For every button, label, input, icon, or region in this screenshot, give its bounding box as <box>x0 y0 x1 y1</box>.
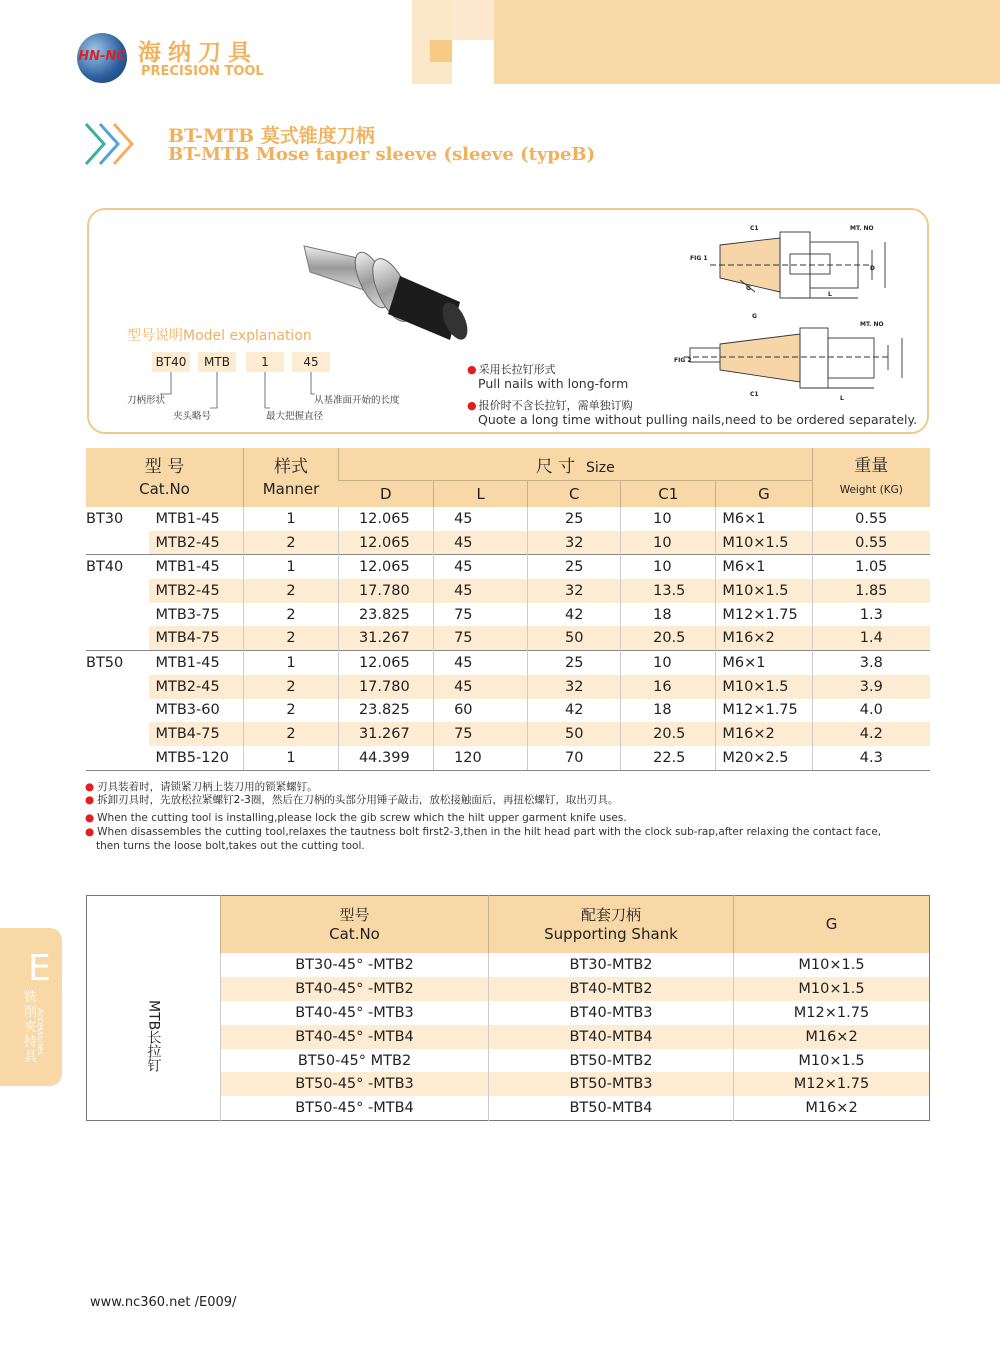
cell-c1: 13.5 <box>621 579 716 603</box>
fig2-c1: C1 <box>750 391 759 398</box>
col-header-cat <box>86 448 244 507</box>
col-header-d: D <box>338 481 433 508</box>
header-band <box>494 0 1000 84</box>
cell-cat: BT40-45° -MTB2 <box>221 977 489 1001</box>
fig1-c1: C1 <box>750 225 759 232</box>
cell-w: 3.8 <box>812 651 930 675</box>
model-label-abbr: 夹头略号 <box>173 411 212 422</box>
cell-manner: 1 <box>244 651 339 675</box>
cell-series <box>86 699 149 723</box>
model-code-type: MTB <box>198 352 236 372</box>
cell-series <box>86 531 149 555</box>
side-header-blank <box>87 896 221 954</box>
header-decor <box>430 40 452 62</box>
brand-name-en: PRECISION TOOL <box>141 64 264 79</box>
cell-d: 31.267 <box>338 722 433 746</box>
col-header-manner-cn: 样式 <box>273 456 308 477</box>
cell-c: 42 <box>528 699 621 723</box>
fig1-label: FIG 1 <box>690 255 708 262</box>
cell-g: M16×2 <box>716 722 812 746</box>
col-header-c: C <box>528 481 621 508</box>
col-header-size-cn: 尺 寸 <box>535 456 576 477</box>
col-header-shank <box>489 896 734 954</box>
col-header-stud-cat <box>221 896 489 954</box>
cell-g: M12×1.75 <box>734 1001 930 1025</box>
col-header-weight-cn: 重量 <box>854 455 889 476</box>
cell-g: M12×1.75 <box>716 699 812 723</box>
bullet-install-en: ● When the cutting tool is installing,please lock the gib screw which the hilt upper garment knife uses. <box>85 812 627 824</box>
pull-stud-side-text: MTB长拉钉 <box>145 1000 162 1073</box>
tool-holder-image <box>300 228 480 348</box>
fig2-mt: MT. NO <box>860 321 884 328</box>
cell-c1: 18 <box>621 699 716 723</box>
cell-g: M10×1.5 <box>716 579 812 603</box>
table-row <box>86 531 930 555</box>
cell-cat: MTB3-75 <box>155 606 220 623</box>
cell-w: 3.9 <box>812 675 930 699</box>
side-tab-cn: 铣削夹持具 <box>24 990 38 1065</box>
cell-series <box>86 626 149 650</box>
cell-l: 45 <box>434 651 528 675</box>
cell-manner: 2 <box>244 531 339 555</box>
cell-l: 45 <box>434 555 528 579</box>
cell-w: 4.0 <box>812 699 930 723</box>
cell-w: 1.4 <box>812 626 930 650</box>
cell-manner: 2 <box>244 699 339 723</box>
cell-g: M6×1 <box>716 651 812 675</box>
cell-l: 75 <box>434 722 528 746</box>
technical-drawing <box>674 220 910 405</box>
cell-c1: 20.5 <box>621 626 716 650</box>
cell-shank: BT30-MTB2 <box>489 953 734 977</box>
fig1-l: L <box>828 291 832 298</box>
col-header-stud-g: G <box>734 896 930 954</box>
fig2-g: G <box>752 313 757 320</box>
table-row <box>86 651 930 675</box>
col-header-shank-cn: 配套刀柄 <box>580 905 641 924</box>
logo-text: HN-NC <box>78 49 126 64</box>
cell-w: 0.55 <box>812 507 930 531</box>
side-tab-en: Accessories <box>36 1008 45 1055</box>
cell-cat: MTB5-120 <box>149 746 243 770</box>
cell-shank: BT40-MTB2 <box>489 977 734 1001</box>
cell-series: BT50 <box>86 651 149 675</box>
fig1-d: D <box>870 265 875 272</box>
cell-c: 70 <box>528 746 621 770</box>
spec-table <box>86 448 930 771</box>
cell-g: M12×1.75 <box>734 1072 930 1096</box>
cell-l: 45 <box>434 579 528 603</box>
cell-g: M10×1.5 <box>716 531 812 555</box>
cell-c: 25 <box>528 651 621 675</box>
cell-l: 45 <box>434 531 528 555</box>
cell-g: M12×1.75 <box>716 603 812 627</box>
col-header-l: L <box>434 481 528 508</box>
cell-l: 45 <box>434 675 528 699</box>
cell-g: M16×2 <box>734 1025 930 1049</box>
cell-c: 32 <box>528 675 621 699</box>
logo-globe-icon <box>77 33 127 83</box>
footer-url: www.nc360.net /E009/ <box>90 1295 237 1310</box>
pull-stud-table <box>86 895 930 1121</box>
cell-d: 44.399 <box>338 746 433 770</box>
col-header-c1: C1 <box>621 481 716 508</box>
fig1-mt: MT. NO <box>850 225 874 232</box>
cell-d: 23.825 <box>338 603 433 627</box>
table-row <box>86 675 930 699</box>
cell-manner: 2 <box>244 722 339 746</box>
fig1-g: G <box>746 285 751 292</box>
table-row <box>86 699 930 723</box>
cell-series <box>86 746 149 770</box>
col-header-size-en: Size <box>585 459 615 476</box>
cell-c: 50 <box>528 626 621 650</box>
page-title-cn: BT-MTB 莫式锥度刀柄 <box>168 125 375 147</box>
cell-w: 0.55 <box>812 531 930 555</box>
table-row <box>87 953 930 977</box>
cell-manner: 2 <box>244 579 339 603</box>
cell-d: 23.825 <box>338 699 433 723</box>
cell-w: 1.05 <box>812 555 930 579</box>
col-header-stud-cat-en: Cat.No <box>329 924 380 943</box>
col-header-weight <box>812 448 930 507</box>
cell-c1: 10 <box>621 651 716 675</box>
cell-l: 75 <box>434 626 528 650</box>
cell-g: M10×1.5 <box>734 1049 930 1073</box>
note-pull-nail-cn: ● 采用长拉钉形式 <box>467 361 556 377</box>
cell-cat: MTB1-45 <box>155 510 220 527</box>
cell-series: BT30 <box>86 510 124 527</box>
model-label-length: 从基准面开始的长度 <box>314 395 400 406</box>
cell-d: 31.267 <box>338 626 433 650</box>
cell-cat: MTB4-75 <box>149 626 243 650</box>
cell-series <box>86 603 149 627</box>
cell-d: 12.065 <box>338 651 433 675</box>
cell-g: M16×2 <box>734 1096 930 1120</box>
model-label-grip: 最大把握直径 <box>266 411 324 422</box>
cell-l: 120 <box>434 746 528 770</box>
cell-manner: 2 <box>244 675 339 699</box>
note-order-cn: ● 报价时不含长拉钉，需单独订购 <box>467 397 633 413</box>
cell-cat: MTB2-45 <box>149 675 243 699</box>
model-code-dia: 1 <box>246 352 284 372</box>
cell-cat: MTB3-60 <box>155 702 220 719</box>
cell-c: 42 <box>528 603 621 627</box>
cell-manner: 2 <box>244 603 339 627</box>
cell-d: 17.780 <box>338 675 433 699</box>
cell-w: 4.3 <box>812 746 930 770</box>
note-order-en: Quote a long time without pulling nails,need to be ordered separately. <box>478 412 918 427</box>
cell-g: M20×2.5 <box>716 746 812 770</box>
cell-c: 32 <box>528 579 621 603</box>
cell-cat: MTB4-75 <box>149 722 243 746</box>
cell-cat: BT40-45° -MTB3 <box>221 1001 489 1025</box>
col-header-weight-en: Weight (KG) <box>839 483 903 496</box>
col-header-shank-en: Supporting Shank <box>544 924 678 943</box>
table-row <box>86 579 930 603</box>
cell-manner: 2 <box>244 626 339 650</box>
cell-manner: 1 <box>244 555 339 579</box>
cell-manner: 1 <box>244 746 339 770</box>
cell-cat: BT30-45° -MTB2 <box>221 953 489 977</box>
cell-cat: MTB2-45 <box>149 579 243 603</box>
cell-cat: BT40-45° -MTB4 <box>221 1025 489 1049</box>
table-row <box>86 603 930 627</box>
cell-l: 75 <box>434 603 528 627</box>
cell-c1: 16 <box>621 675 716 699</box>
brand-name-cn: 海纳刀具 <box>138 40 258 66</box>
cell-manner: 1 <box>244 507 339 531</box>
col-header-size <box>338 448 812 481</box>
table-row <box>86 746 930 770</box>
cell-g: M16×2 <box>716 626 812 650</box>
bullet-remove-en: ● When disassembles the cutting tool,relaxes the tautness bolt first2-3,then in the hilt head part with the clock sub-rap,after relaxing the contact face, <box>85 826 881 838</box>
cell-cat: MTB1-45 <box>149 651 243 675</box>
table-row <box>86 722 930 746</box>
cell-d: 12.065 <box>338 531 433 555</box>
bullet-install-cn: ● 刃具装着时，请锁紧刀柄上装刀用的锁紧螺钉。 <box>85 779 318 794</box>
cell-c: 50 <box>528 722 621 746</box>
pull-stud-side-label <box>87 953 221 1121</box>
cell-d: 12.065 <box>338 555 433 579</box>
note-pull-nail-en: Pull nails with long-form <box>478 376 629 391</box>
cell-cat: BT50-45° -MTB4 <box>221 1096 489 1120</box>
cell-cat: MTB2-45 <box>149 531 243 555</box>
cell-cat: BT50-45° -MTB3 <box>221 1072 489 1096</box>
cell-shank: BT50-MTB3 <box>489 1072 734 1096</box>
side-tab-letter: E <box>28 948 51 989</box>
cell-g: M10×1.5 <box>734 977 930 1001</box>
col-header-manner <box>244 448 339 507</box>
cell-shank: BT50-MTB2 <box>489 1049 734 1073</box>
cell-w: 4.2 <box>812 722 930 746</box>
cell-series <box>86 675 149 699</box>
cell-series <box>86 579 149 603</box>
cell-d: 12.065 <box>338 507 433 531</box>
col-header-cat-en: Cat.No <box>139 479 190 498</box>
col-header-cat-cn: 型 号 <box>144 456 185 477</box>
table-row <box>86 507 930 531</box>
model-code-length: 45 <box>292 352 330 372</box>
cell-c1: 10 <box>621 531 716 555</box>
chevron-right-icon <box>84 122 142 166</box>
cell-series <box>86 722 149 746</box>
cell-g: M10×1.5 <box>734 953 930 977</box>
fig2-l: L <box>840 395 844 402</box>
table-row <box>86 555 930 579</box>
cell-g: M10×1.5 <box>716 675 812 699</box>
cell-c1: 10 <box>621 507 716 531</box>
page-title-en: BT-MTB Mose taper sleeve (sleeve (typeB) <box>168 144 596 165</box>
fig2-label: FIG 2 <box>674 357 692 364</box>
cell-d: 17.780 <box>338 579 433 603</box>
cell-shank: BT40-MTB3 <box>489 1001 734 1025</box>
cell-w: 1.85 <box>812 579 930 603</box>
cell-c: 25 <box>528 507 621 531</box>
cell-g: M6×1 <box>716 555 812 579</box>
cell-c1: 20.5 <box>621 722 716 746</box>
cell-c1: 10 <box>621 555 716 579</box>
col-header-g: G <box>716 481 812 508</box>
cell-c: 32 <box>528 531 621 555</box>
cell-c1: 22.5 <box>621 746 716 770</box>
cell-series: BT40 <box>86 555 149 579</box>
cell-l: 45 <box>434 507 528 531</box>
model-explanation-title: 型号说明Model explanation <box>127 328 312 344</box>
bullet-remove-en-cont: then turns the loose bolt,takes out the cutting tool. <box>96 840 365 852</box>
cell-c: 25 <box>528 555 621 579</box>
cell-cat: BT50-45° MTB2 <box>221 1049 489 1073</box>
header-decor <box>452 0 494 40</box>
cell-c1: 18 <box>621 603 716 627</box>
table-row <box>86 626 930 650</box>
bullet-remove-cn: ● 拆卸刃具时，先放松拉紧螺钉2-3圈，然后在刀柄的头部分用锤子敲击，放松接触面后，再扭松螺钉，取出刃具。 <box>85 792 618 807</box>
cell-l: 60 <box>434 699 528 723</box>
cell-shank: BT50-MTB4 <box>489 1096 734 1120</box>
col-header-stud-cat-cn: 型号 <box>339 905 370 924</box>
cell-w: 1.3 <box>812 603 930 627</box>
cell-shank: BT40-MTB4 <box>489 1025 734 1049</box>
cell-cat: MTB1-45 <box>149 555 243 579</box>
col-header-manner-en: Manner <box>262 479 320 498</box>
model-code-series: BT40 <box>152 352 190 372</box>
cell-g: M6×1 <box>716 507 812 531</box>
model-label-shape: 刀柄形状 <box>127 395 166 406</box>
